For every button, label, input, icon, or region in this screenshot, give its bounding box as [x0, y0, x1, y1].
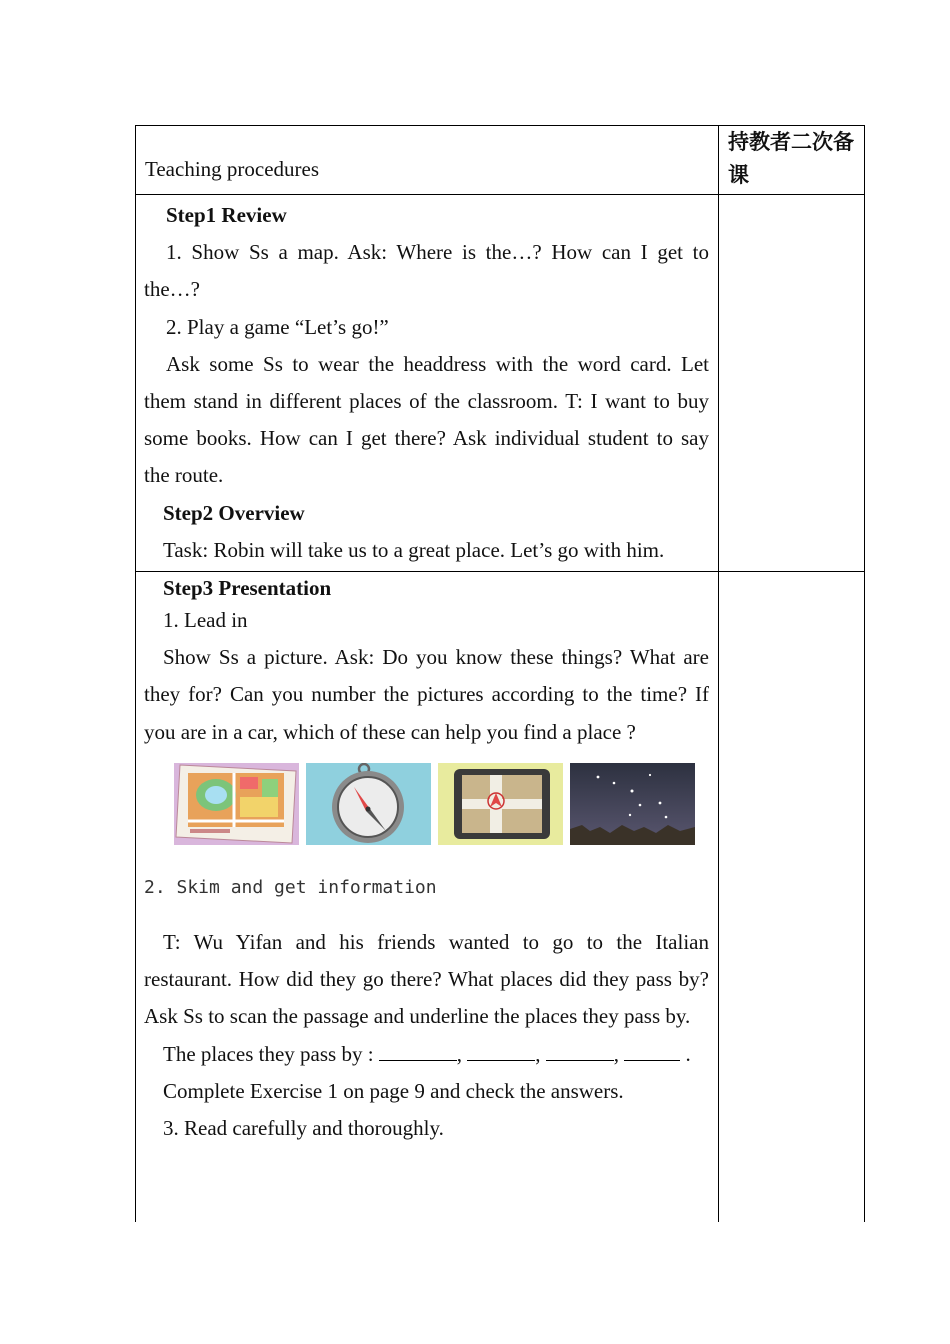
exercise-line: Complete Exercise 1 on page 9 and check the answers.	[163, 1078, 624, 1103]
separator: ,	[613, 1041, 620, 1066]
map-picture	[174, 763, 299, 845]
skim-body: T: Wu Yifan and his friends wanted to go to the Italian restaurant. How did they go there? What places did they pass by? Ask Ss to scan the passage and underline the places they pass by.	[144, 930, 709, 1029]
procedures-header-cell	[136, 126, 719, 195]
navigation-tools-pictures	[174, 763, 709, 845]
lesson-plan-table	[135, 125, 865, 1222]
presentation-side-notes-cell	[719, 572, 865, 1223]
table-row-presentation	[136, 572, 865, 1223]
step1-item1: 1. Show Ss a map. Ask: Where is the…? How can I get to the…?	[144, 240, 709, 302]
blank-4[interactable]	[624, 1040, 680, 1061]
side-notes-header-cell	[719, 126, 865, 195]
step2-title: Step2 Overview	[163, 500, 305, 525]
procedures-header: Teaching procedures	[145, 157, 320, 181]
step1-body: Ask some Ss to wear the headdress with the word card. Let them stand in different places of the classroom. T: I want to buy some books. How can I get there? Ask individual student to say the route.	[144, 351, 709, 488]
step1-title: Step1 Review	[166, 203, 287, 227]
step1-item2: 2. Play a game “Let’s go!”	[166, 314, 389, 339]
separator: ,	[456, 1041, 463, 1066]
read-carefully-title: 3. Read carefully and thoroughly.	[163, 1116, 444, 1141]
table-header-row	[136, 126, 865, 195]
step3-title: Step3 Presentation	[163, 576, 332, 601]
presentation-cell	[136, 572, 719, 1223]
review-cell	[136, 195, 719, 572]
blank-1[interactable]	[379, 1040, 457, 1061]
skim-title: 2. Skim and get information	[144, 876, 437, 898]
compass-picture	[306, 763, 431, 845]
lead-in-body: Show Ss a picture. Ask: Do you know these things? What are they for? Can you number the pictures according to the time? If you are in a car, which of these can help you find a place ?	[144, 645, 709, 744]
separator: ,	[535, 1041, 541, 1066]
table-row-review	[136, 195, 865, 572]
places-prefix: The places they pass by :	[163, 1041, 374, 1066]
lead-in-title: 1. Lead in	[163, 608, 248, 633]
blank-2[interactable]	[467, 1040, 535, 1061]
blank-3[interactable]	[546, 1040, 614, 1061]
gps-picture	[438, 763, 563, 845]
step2-body: Task: Robin will take us to a great place. Let’s go with him.	[163, 537, 665, 562]
night-sky-stars-picture	[570, 763, 695, 845]
period: .	[685, 1041, 691, 1066]
side-notes-header: 持教者二次备课	[728, 130, 854, 187]
review-side-notes-cell	[719, 195, 865, 572]
places-line	[144, 1036, 709, 1073]
